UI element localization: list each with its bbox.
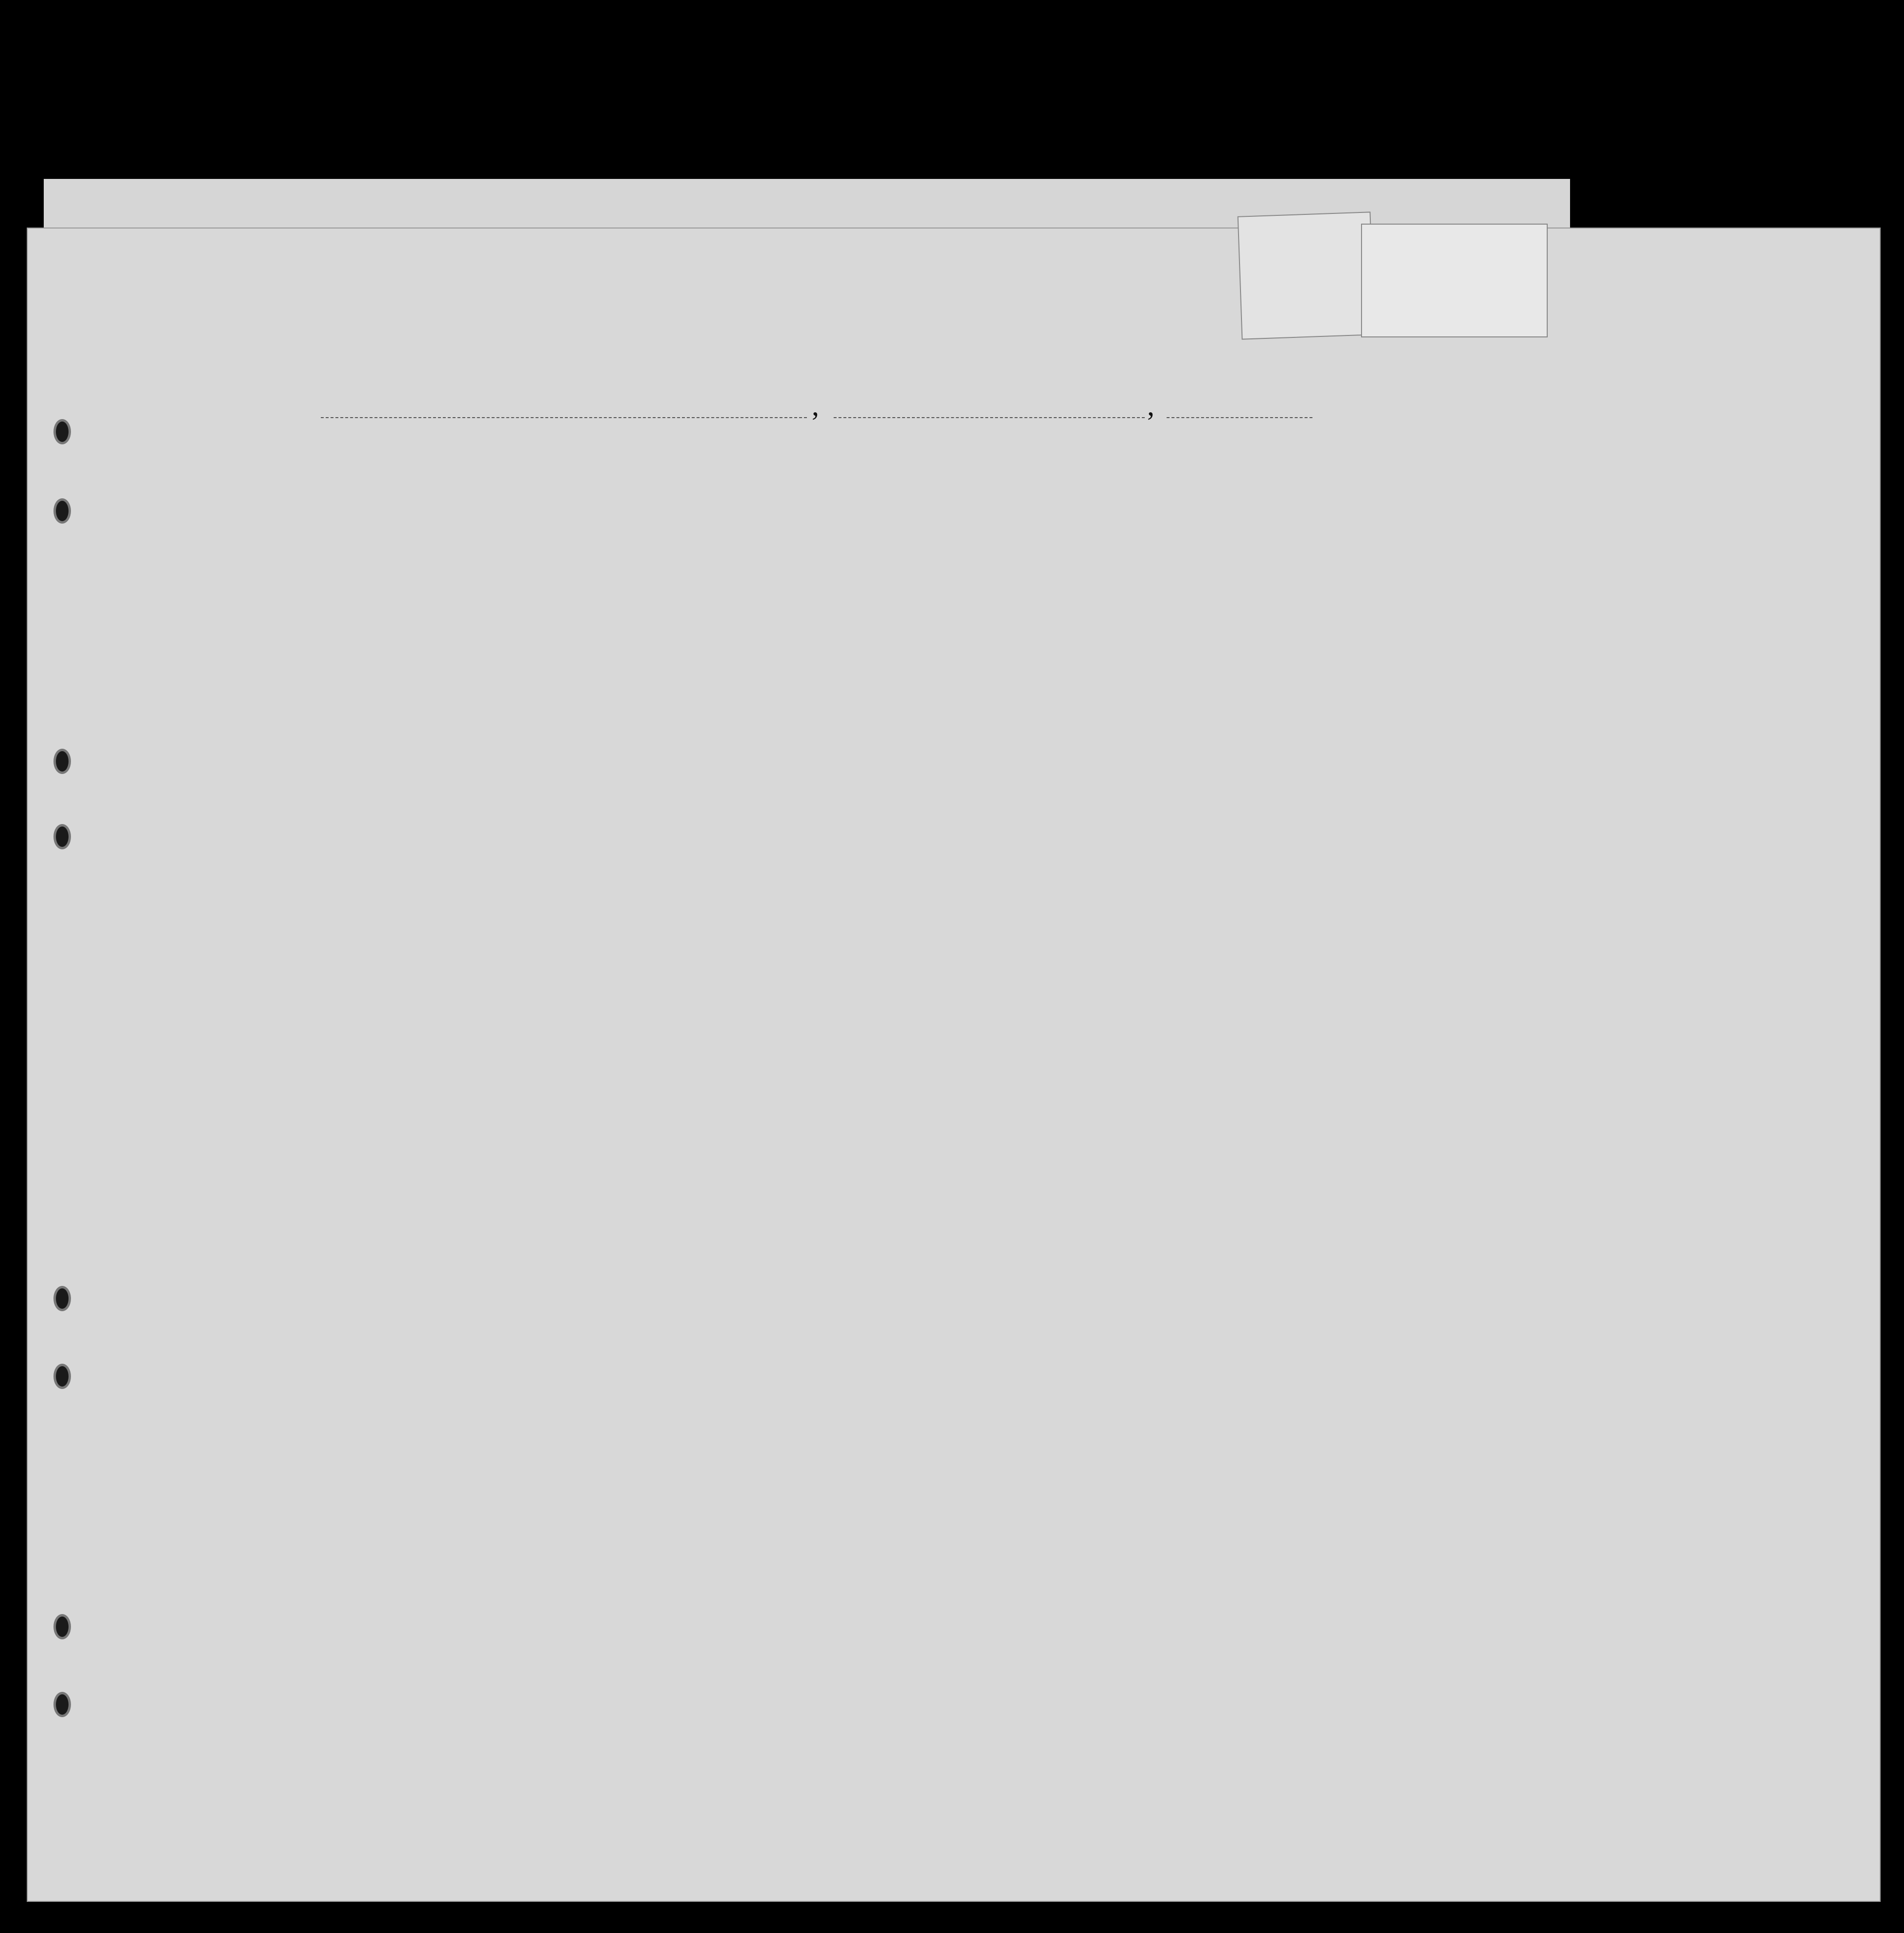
comma-1: , [812,389,819,422]
comma-2: , [1147,389,1154,422]
